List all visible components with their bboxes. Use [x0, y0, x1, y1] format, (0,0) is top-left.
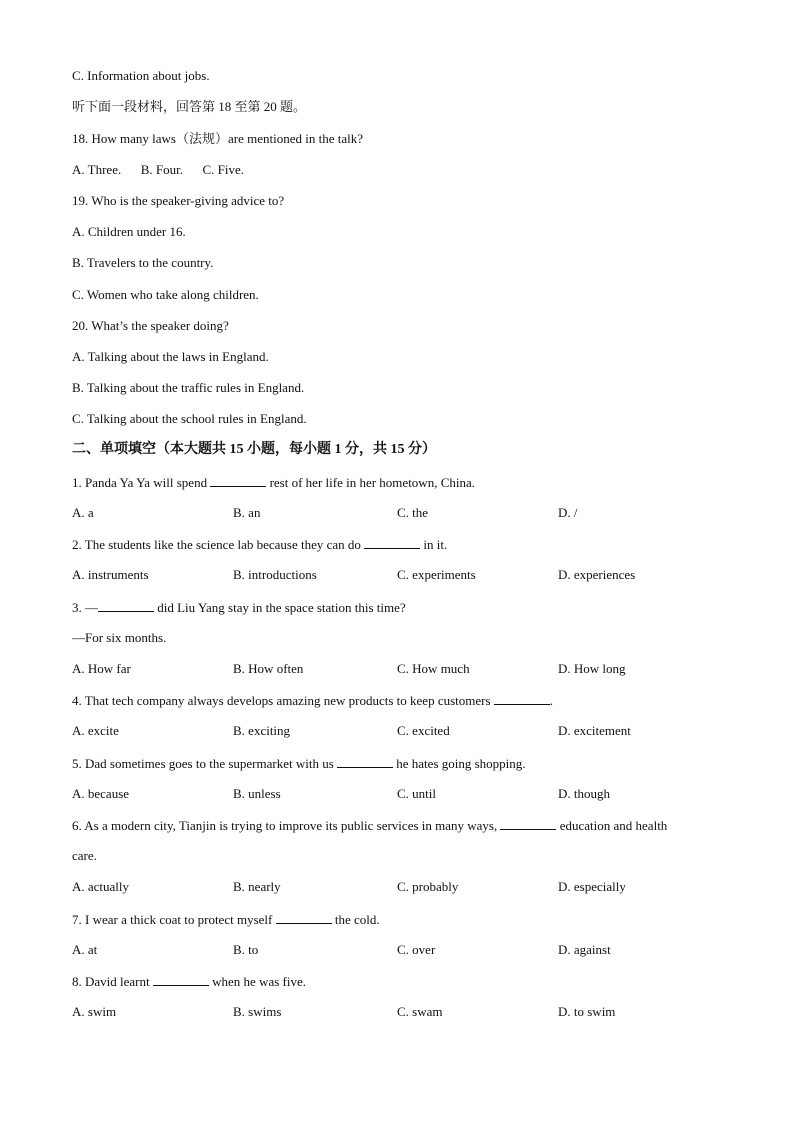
option-a: A. How far [72, 661, 131, 676]
option-c: C. the [397, 505, 429, 520]
question-1 [72, 474, 475, 491]
question-stem: 5. Dad sometimes goes to the supermarket with us [72, 756, 338, 771]
option-b: B. exciting [233, 723, 291, 738]
question-stem: 8. David learnt [72, 974, 153, 989]
question-stem: he hates going shopping. [393, 756, 526, 771]
option-b: B. swims [233, 1004, 282, 1019]
option-19a: A. Children under 16. [72, 224, 186, 239]
question-stem: 6. As a modern city, Tianjin is trying to improve its public services in many ways, [72, 818, 501, 833]
answer-blank [98, 599, 154, 612]
answer-blank [210, 474, 266, 487]
question-2 [72, 536, 447, 553]
option-20c: C. Talking about the school rules in England. [72, 411, 307, 426]
option-d: D. experiences [558, 567, 636, 582]
option-20b: B. Talking about the traffic rules in England. [72, 380, 305, 395]
option-c: C. until [397, 786, 437, 801]
answer-blank [153, 973, 209, 986]
option-b: B. introductions [233, 567, 317, 582]
question-stem: 2. The students like the science lab because they can do [72, 537, 365, 552]
option-d: D. excitement [558, 723, 631, 738]
question-stem: did Liu Yang stay in the space station this time? [154, 600, 406, 615]
option-a: A. swim [72, 1004, 117, 1019]
option-c: C. swam [397, 1004, 443, 1019]
option-b: B. How often [233, 661, 304, 676]
question-stem: education and health [556, 818, 668, 833]
option-17c: C. Information about jobs. [72, 68, 210, 83]
question-stem: 1. Panda Ya Ya will spend [72, 475, 211, 490]
question-7 [72, 911, 380, 928]
option-a: A. excite [72, 723, 119, 738]
question-6-continuation: care. [72, 848, 97, 863]
question-stem: the cold. [331, 912, 380, 927]
question-stem: when he was five. [208, 974, 306, 989]
option-a: A. a [72, 505, 94, 520]
option-c: C. How much [397, 661, 470, 676]
option-a: A. because [72, 786, 130, 801]
answer-blank [364, 536, 420, 549]
question-stem: 3. — [72, 600, 98, 615]
option-d: D. especially [558, 879, 626, 894]
option-d: D. / [558, 505, 578, 520]
option-c: C. probably [397, 879, 459, 894]
option-c: C. over [397, 942, 436, 957]
answer-blank [276, 911, 332, 924]
question-stem: rest of her life in her hometown, China. [266, 475, 475, 490]
question-3 [72, 599, 406, 616]
option-d: D. against [558, 942, 611, 957]
question-stem: 7. I wear a thick coat to protect myself [72, 912, 276, 927]
question-1-options [72, 505, 722, 521]
option-b: B. unless [233, 786, 281, 801]
question-3-reply: —For six months. [72, 630, 167, 645]
option-d: D. How long [558, 661, 626, 676]
option-d: D. though [558, 786, 610, 801]
question-stem: . [549, 693, 554, 708]
question-19: 19. Who is the speaker-giving advice to? [72, 193, 285, 208]
option-c: C. experiments [397, 567, 476, 582]
question-3-options [72, 661, 722, 677]
section-heading: 二、单项填空（本大题共 15 小题，每小题 1 分，共 15 分） [72, 442, 436, 457]
option-d: D. to swim [558, 1004, 616, 1019]
question-4 [72, 692, 553, 709]
option-b: B. nearly [233, 879, 281, 894]
question-6-options [72, 879, 722, 895]
question-8-options [72, 1004, 722, 1020]
question-5 [72, 755, 526, 772]
answer-blank [500, 817, 556, 830]
question-4-options [72, 723, 722, 739]
question-stem: 4. That tech company always develops amazing new products to keep customers [72, 693, 494, 708]
option-c: C. excited [397, 723, 450, 738]
option-b: B. an [233, 505, 261, 520]
option-20a: A. Talking about the laws in England. [72, 349, 269, 364]
question-18: 18. How many laws（法规）are mentioned in the talk? [72, 131, 363, 146]
option-a: A. instruments [72, 567, 149, 582]
question-18-options: A. Three. B. Four. C. Five. [72, 162, 245, 177]
question-2-options [72, 567, 722, 583]
question-8 [72, 973, 306, 990]
answer-blank [337, 755, 393, 768]
listening-instruction: 听下面一段材料，回答第 18 至第 20 题。 [72, 99, 307, 114]
question-6 [72, 817, 667, 834]
option-19c: C. Women who take along children. [72, 287, 259, 302]
question-7-options [72, 942, 722, 958]
option-19b: B. Travelers to the country. [72, 255, 214, 270]
option-a: A. actually [72, 879, 130, 894]
question-20: 20. What’s the speaker doing? [72, 318, 229, 333]
question-stem: in it. [420, 537, 448, 552]
question-5-options [72, 786, 722, 802]
option-b: B. to [233, 942, 259, 957]
option-a: A. at [72, 942, 98, 957]
answer-blank [494, 692, 550, 705]
